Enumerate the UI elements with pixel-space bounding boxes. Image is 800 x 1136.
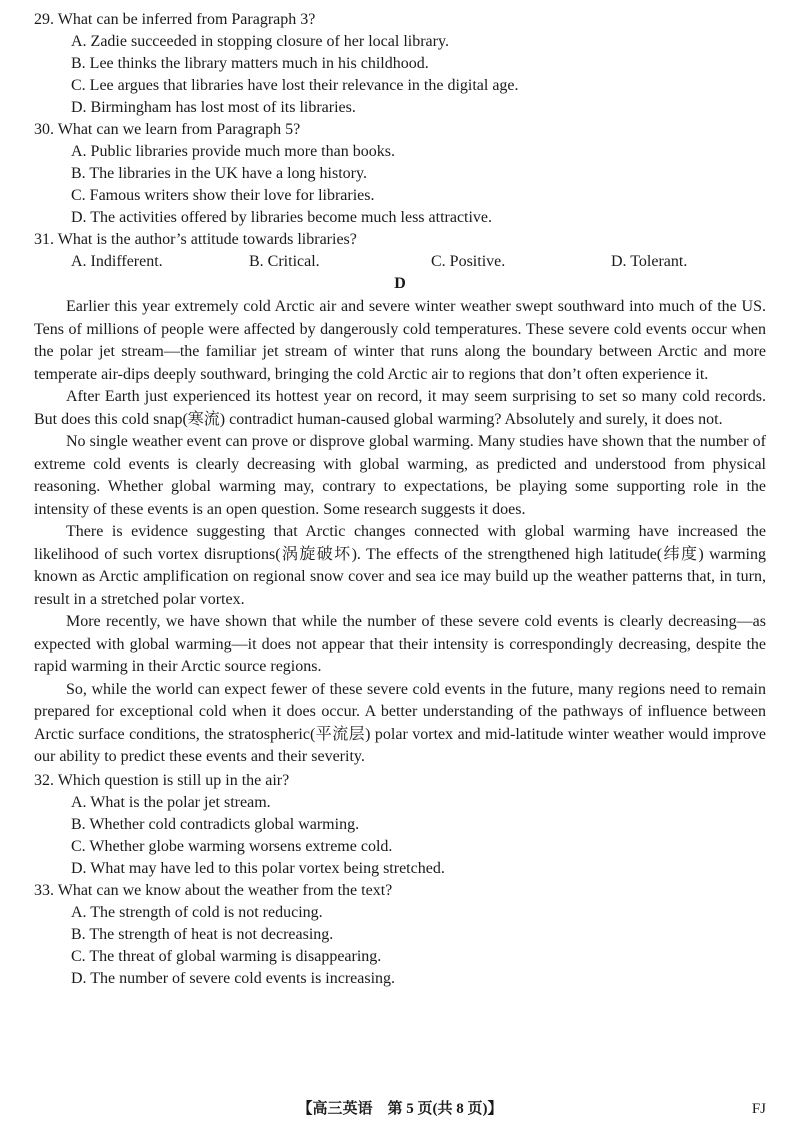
question-31: [34, 229, 766, 273]
question-stem: 31. What is the author’s attitude towards libraries?: [34, 231, 357, 248]
footer-page-info: 【高三英语 第 5 页(共 8 页)】: [297, 1101, 503, 1117]
question-stem: 32. Which question is still up in the air?: [34, 771, 290, 789]
option-b: B. Whether cold contradicts global warming.: [71, 815, 360, 833]
option-b: B. The strength of heat is not decreasing.: [71, 925, 334, 943]
passage-paragraph-2: After Earth just experienced its hottest year on record, it may seem surprising to set so many cold records. But does this cold snap(寒流) contradict human-caused global warming? Absolutely and surely, it does not.: [34, 388, 766, 428]
section-heading: D: [394, 275, 406, 292]
option-c: C. Lee argues that libraries have lost their relevance in the digital age.: [71, 77, 519, 94]
option-d: D. What may have led to this polar vortex being stretched.: [71, 859, 445, 877]
question-32: [34, 770, 766, 880]
option-a: A. Public libraries provide much more than books.: [71, 143, 395, 160]
option-b: B. The libraries in the UK have a long history.: [71, 165, 367, 182]
passage-paragraph-5: More recently, we have shown that while the number of these severe cold events is clearly decreasing—as expected with global warming—it does not appear that their intensity is correspondingly decreasing, despite the rapid warming in their Arctic source regions.: [34, 613, 766, 675]
passage-paragraph-3: No single weather event can prove or disprove global warming. Many studies have shown that the number of extreme cold events is clearly decreasing with global warming, as predicted and understood from physical reasoning. Whether global warming may, contrary to expectations, be playing some supporting role in the intensity of these events is an open question. Some research suggests it does.: [34, 433, 766, 518]
question-stem: 33. What can we know about the weather from the text?: [34, 881, 393, 899]
option-a: A. Indifferent.: [71, 253, 163, 270]
option-row: [34, 251, 766, 273]
option-a: A. What is the polar jet stream.: [71, 793, 271, 811]
question-29: [34, 9, 766, 119]
reading-passage: [34, 296, 766, 769]
option-b: B. Lee thinks the library matters much in his childhood.: [71, 55, 429, 72]
footer-code: FJ: [751, 1101, 766, 1117]
page-footer: [34, 1098, 766, 1120]
option-c: C. Famous writers show their love for libraries.: [71, 187, 375, 204]
option-d: D. Tolerant.: [611, 253, 688, 270]
option-d: D. Birmingham has lost most of its libraries.: [71, 99, 356, 116]
option-a: A. Zadie succeeded in stopping closure of her local library.: [71, 33, 449, 50]
option-a: A. The strength of cold is not reducing.: [71, 903, 323, 921]
option-c: C. The threat of global warming is disappearing.: [71, 947, 382, 965]
option-d: D. The number of severe cold events is increasing.: [71, 969, 396, 987]
question-33: [34, 880, 766, 990]
option-d: D. The activities offered by libraries become much less attractive.: [71, 209, 493, 226]
question-30: [34, 119, 766, 229]
passage-paragraph-4: There is evidence suggesting that Arctic changes connected with global warming have increased the likelihood of such vortex disruptions(涡旋破坏). The effects of the strengthened high latitude(纬度) warming known as Arctic amplification on regional snow cover and sea ice may build up the weather patterns that, in turn, result in a stretched polar vortex.: [34, 523, 766, 608]
option-c: C. Positive.: [431, 253, 506, 270]
option-b: B. Critical.: [249, 253, 320, 270]
question-stem: 30. What can we learn from Paragraph 5?: [34, 121, 301, 138]
option-c: C. Whether globe warming worsens extreme cold.: [71, 837, 393, 855]
question-stem: 29. What can be inferred from Paragraph 3?: [34, 11, 316, 28]
passage-paragraph-6: So, while the world can expect fewer of these severe cold events in the future, many regions need to remain prepared for exceptional cold when it does occur. A better understanding of the pathways of influence between Arctic surface conditions, the stratospheric(平流层) polar vortex and mid-latitude winter weather would improve our ability to predict these events and their severity.: [34, 680, 766, 765]
passage-paragraph-1: Earlier this year extremely cold Arctic air and severe winter weather swept southward into much of the US. Tens of millions of people were affected by dangerously cold temperatures. These severe cold events occur when the polar jet stream—the familiar jet stream of winter that runs along the boundary between Arctic and more temperate air-dips deeply southward, bringing the cold Arctic air to regions that don’t often experience it.: [34, 298, 766, 383]
